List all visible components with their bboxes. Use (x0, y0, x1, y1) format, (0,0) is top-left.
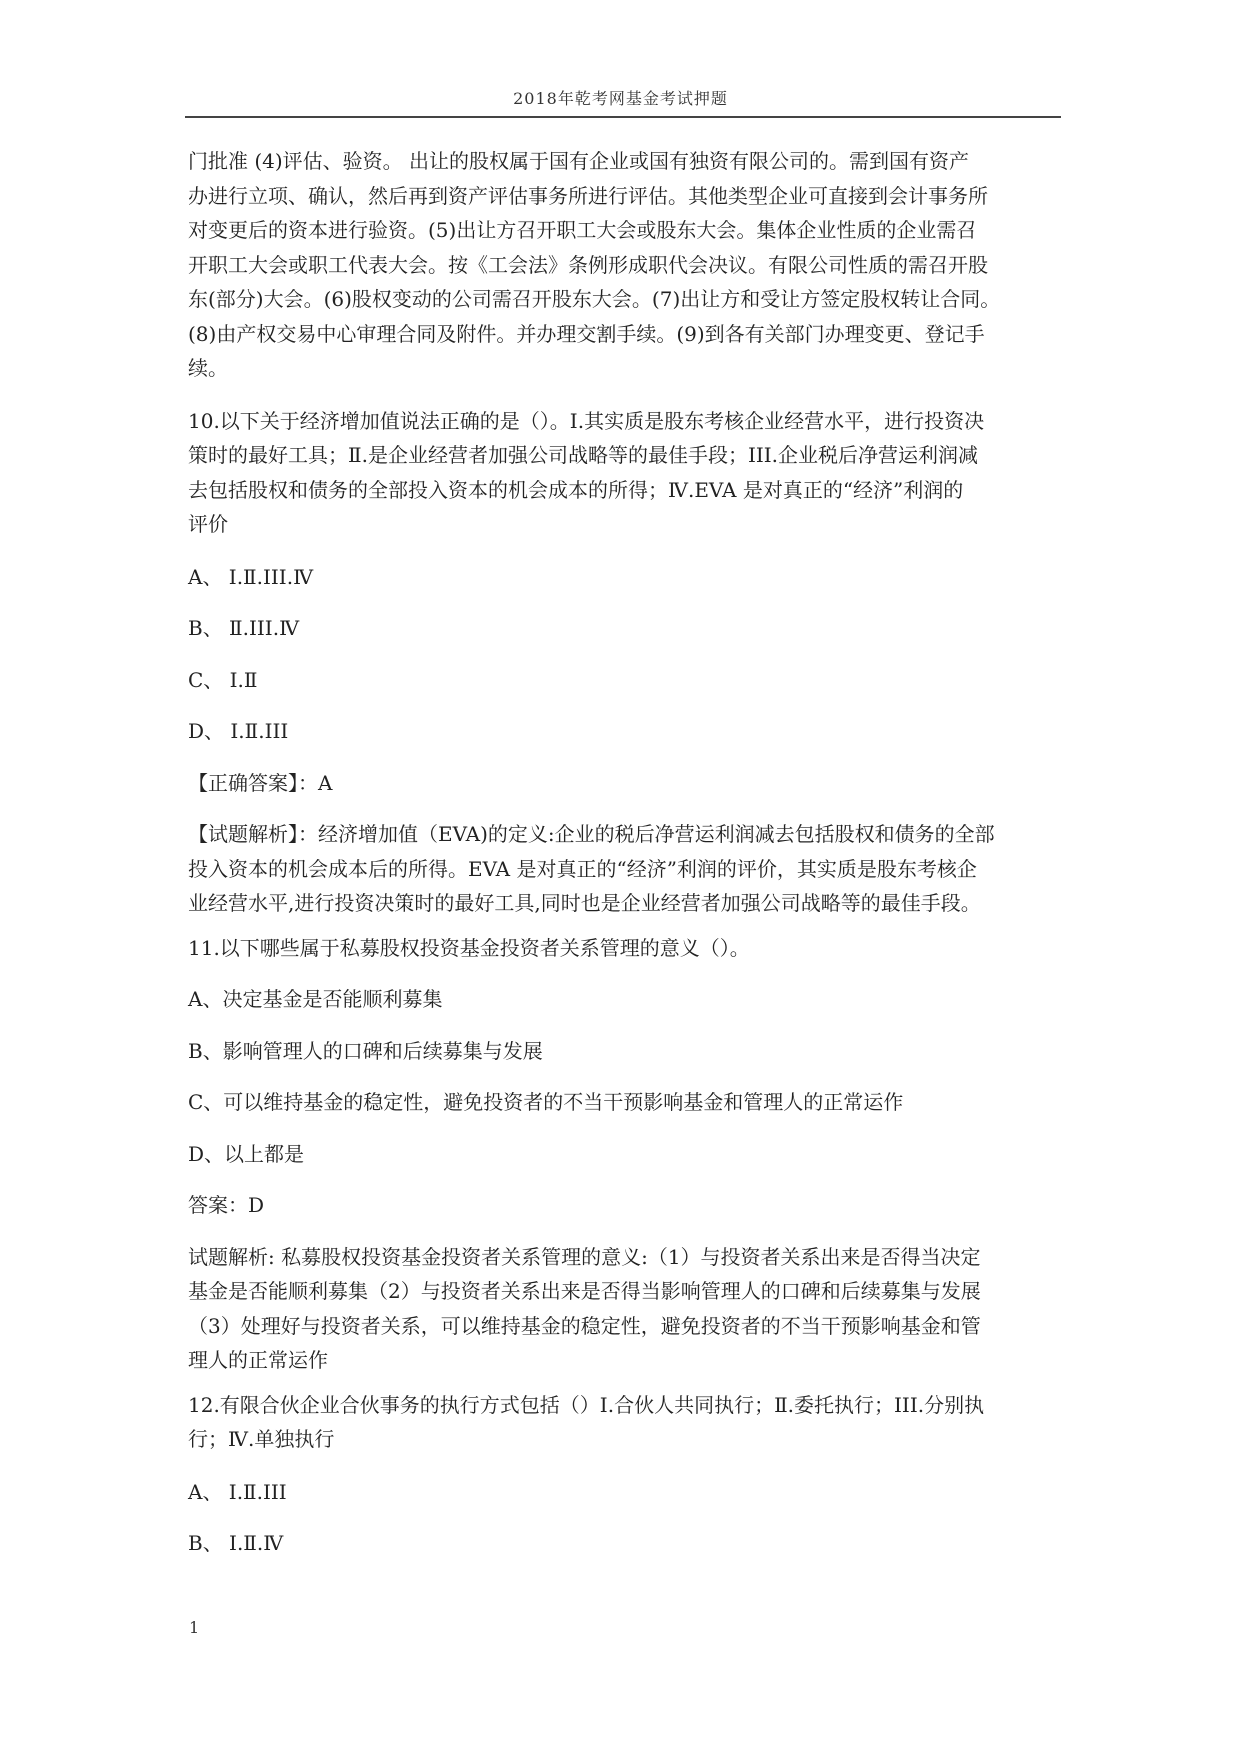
option-b: B、影响管理人的口碑和后续募集与发展 (188, 1038, 543, 1063)
correct-answer: 答案：D (188, 1193, 265, 1217)
option-b: B、 Ⅱ.III.Ⅳ (188, 616, 300, 640)
document-body (188, 144, 1063, 1561)
option-a: A、 Ⅰ.Ⅱ.III.Ⅳ (188, 564, 314, 589)
text-line: 基金是否能顺利募集（2）与投资者关系出来是否得当影响管理人的口碑和后续募集与发展 (188, 1279, 981, 1303)
text-line: 策时的最好工具；Ⅱ.是企业经营者加强公司战略等的最佳手段；III.企业税后净营运利润减 (188, 443, 979, 467)
text-line: (8)由产权交易中心审理合同及附件。并办理交割手续。(9)到各有关部门办理变更、登记手 (188, 321, 985, 346)
option-b: B、 Ⅰ.Ⅱ.Ⅳ (188, 1531, 284, 1555)
text-line: 去包括股权和债务的全部投入资本的机会成本的所得；Ⅳ.EVA 是对真正的“经济”利润的 (188, 477, 964, 502)
text-line: 10.以下关于经济增加值说法正确的是（）。Ⅰ.其实质是股东考核企业经营水平，进行投资决 (188, 408, 985, 433)
previous-answer-continuation (188, 144, 1063, 386)
text-line: （3）处理好与投资者关系，可以维持基金的稳定性，避免投资者的不当干预影响基金和管 (188, 1313, 981, 1338)
text-line: 东(部分)大会。(6)股权变动的公司需召开股东大会。(7)出让方和受让方签定股权转让合同。 (188, 287, 1001, 311)
text-line: 业经营水平,进行投资决策时的最好工具,同时也是企业经营者加强公司战略等的最佳手段。 (188, 891, 981, 915)
question-11 (188, 931, 1063, 1378)
answer-analysis (188, 817, 1063, 921)
text-line: 对变更后的资本进行验资。(5)出让方召开职工大会或股东大会。集体企业性质的企业需召 (188, 218, 977, 242)
correct-answer: 【正确答案】：A (188, 770, 333, 795)
answer-analysis (188, 1240, 1063, 1378)
option-c: C、 Ⅰ.Ⅱ (188, 667, 258, 692)
question-10 (188, 404, 1063, 921)
option-a: A、 Ⅰ.Ⅱ.III (188, 1479, 287, 1504)
text-line: 评价 (188, 512, 228, 536)
text-line: 投入资本的机会成本后的所得。EVA 是对真正的“经济”利润的评价，其实质是股东考核企 (188, 856, 977, 881)
header-divider (185, 116, 1061, 118)
text-line: 行；Ⅳ.单独执行 (188, 1427, 335, 1451)
text-line: 理人的正常运作 (188, 1348, 328, 1372)
text-line: 办进行立项、确认，然后再到资产评估事务所进行评估。其他类型企业可直接到会计事务所 (188, 183, 988, 208)
option-d: D、 Ⅰ.Ⅱ.III (188, 719, 289, 743)
text-line: 【试题解析】：经济增加值（EVA)的定义:企业的税后净营运利润减去包括股权和债务的全部 (188, 822, 995, 846)
text-line: 试题解析: 私募股权投资基金投资者关系管理的意义:（1）与投资者关系出来是否得当决定 (188, 1244, 981, 1269)
question-11-stem: 11.以下哪些属于私募股权投资基金投资者关系管理的意义（）。 (188, 935, 750, 960)
page-number: 1 (189, 1618, 200, 1637)
option-d: D、以上都是 (188, 1141, 305, 1166)
question-12-stem (188, 1388, 1063, 1457)
question-12 (188, 1388, 1063, 1561)
page-header-title: 2018年乾考网基金考试押题 (513, 89, 728, 108)
text-line: 12.有限合伙企业合伙事务的执行方式包括（）Ⅰ.合伙人共同执行；Ⅱ.委托执行；III.分别执 (188, 1392, 985, 1417)
text-line: 门批准 (4)评估、验资。 出让的股权属于国有企业或国有独资有限公司的。需到国有资产 (188, 149, 970, 173)
option-c: C、可以维持基金的稳定性，避免投资者的不当干预影响基金和管理人的正常运作 (188, 1090, 904, 1114)
text-line: 续。 (188, 356, 228, 380)
question-10-stem (188, 404, 1063, 542)
text-line: 开职工大会或职工代表大会。按《工会法》条例形成职代会决议。有限公司性质的需召开股 (188, 252, 988, 277)
option-a: A、决定基金是否能顺利募集 (188, 987, 443, 1011)
